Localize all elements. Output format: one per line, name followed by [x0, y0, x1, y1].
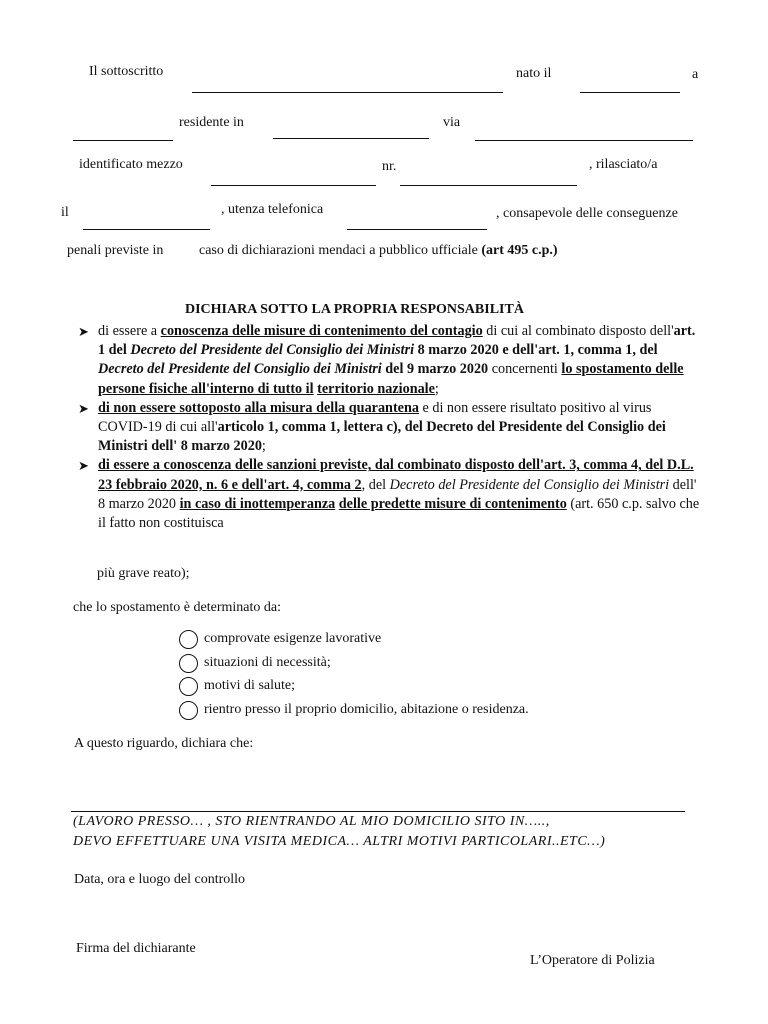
arrow-bullet-icon: ➤ — [78, 458, 89, 474]
field-street-line[interactable] — [475, 140, 693, 141]
field-issue-date-line[interactable] — [83, 229, 210, 230]
field-phone-line[interactable] — [347, 229, 487, 230]
field-id-document-line[interactable] — [211, 185, 376, 186]
label-utenza-telefonica: , utenza telefonica — [221, 202, 324, 217]
radio-rientro-domicilio[interactable] — [179, 701, 198, 720]
label-art-495: (art 495 c.p.) — [481, 243, 558, 258]
penali-sentence — [199, 243, 558, 259]
radio-situazioni-necessita[interactable] — [179, 654, 198, 673]
option-situazioni-necessita: situazioni di necessità; — [204, 655, 331, 670]
option-rientro-domicilio: rientro presso il proprio domicilio, abitazione o residenza. — [204, 702, 529, 717]
field-residence-line[interactable] — [273, 138, 429, 139]
example-line-1: (LAVORO PRESSO… , STO RIENTRANDO AL MIO DOMICILIO SITO IN….., — [73, 814, 550, 829]
arrow-bullet-icon: ➤ — [78, 400, 89, 416]
field-motivation-line[interactable] — [71, 811, 685, 812]
radio-esigenze-lavorative[interactable] — [179, 630, 198, 649]
field-name-line[interactable] — [192, 92, 503, 93]
label-identificato-mezzo: identificato mezzo — [79, 157, 183, 172]
field-birthplace-line[interactable] — [73, 140, 173, 141]
example-line-2: DEVO EFFETTUARE UNA VISITA MEDICA… ALTRI MOTIVI PARTICOLARI..ETC…) — [73, 834, 606, 849]
bullet-sanzioni: ➤ di essere a conoscenza delle sanzioni previste, dal combinato disposto dell'art. 3, comma 4, del D.L. 23 febbraio 2020, n. 6 e dell'art. 4, comma 2, del Decreto del Presidente del Consiglio dei Ministri dell' 8 marzo 2020 in caso di inottemperanza delle predette misure di contenimento (art. 650 c.p. salvo che il fatto non costituisca — [78, 457, 700, 532]
label-caso-dichiarazioni: caso di dichiarazioni mendaci a pubblico ufficiale — [199, 243, 478, 258]
field-birthdate-line[interactable] — [580, 92, 680, 93]
radio-motivi-salute[interactable] — [179, 677, 198, 696]
firma-dichiarante-label: Firma del dichiarante — [76, 941, 196, 956]
label-a: a — [692, 67, 699, 82]
declaration-title: DICHIARA SOTTO LA PROPRIA RESPONSABILITÀ — [185, 302, 524, 317]
label-il: il — [61, 205, 69, 220]
arrow-bullet-icon: ➤ — [78, 324, 89, 339]
label-consapevole: , consapevole delle conseguenze — [496, 206, 678, 221]
riguardo-label: A questo riguardo, dichiara che: — [74, 736, 254, 751]
option-motivi-salute: motivi di salute; — [204, 678, 295, 693]
data-ora-luogo-label: Data, ora e luogo del controllo — [74, 872, 246, 887]
bullet-conoscenza-misure: ➤ di essere a conoscenza delle misure di contenimento del contagio di cui al combinato disposto dell'art. 1 del Decreto del Presidente del Consiglio dei Ministri 8 marzo 2020 e dell'art. 1, comma 1, del Decreto del Presidente del Consiglio dei Ministri del 9 marzo 2020 concernenti lo spostamento delle persone fisiche all'interno di tutto il territorio nazionale; — [78, 323, 696, 397]
operatore-polizia-label: L’Operatore di Polizia — [530, 953, 655, 968]
option-esigenze-lavorative: comprovate esigenze lavorative — [204, 631, 382, 646]
label-rilasciato: , rilasciato/a — [589, 157, 658, 172]
field-id-number-line[interactable] — [400, 185, 577, 186]
label-residente-in: residente in — [179, 115, 244, 130]
label-nato-il: nato il — [516, 66, 552, 81]
label-nr: nr. — [382, 159, 397, 174]
label-sottoscritto: Il sottoscritto — [89, 64, 164, 79]
label-penali-previste: penali previste in — [67, 243, 164, 258]
declaration-bullets — [78, 322, 700, 533]
bullet-continuation: più grave reato); — [97, 566, 190, 581]
bullet-non-quarantena: ➤ di non essere sottoposto alla misura della quarantena e di non essere risultato positivo al virus COVID-19 di cui all'articolo 1, comma 1, lettera c), del Decreto del Presidente del Consiglio dei Ministri dell' 8 marzo 2020; — [78, 399, 666, 455]
spostamento-intro: che lo spostamento è determinato da: — [73, 600, 281, 615]
label-via: via — [443, 115, 461, 130]
